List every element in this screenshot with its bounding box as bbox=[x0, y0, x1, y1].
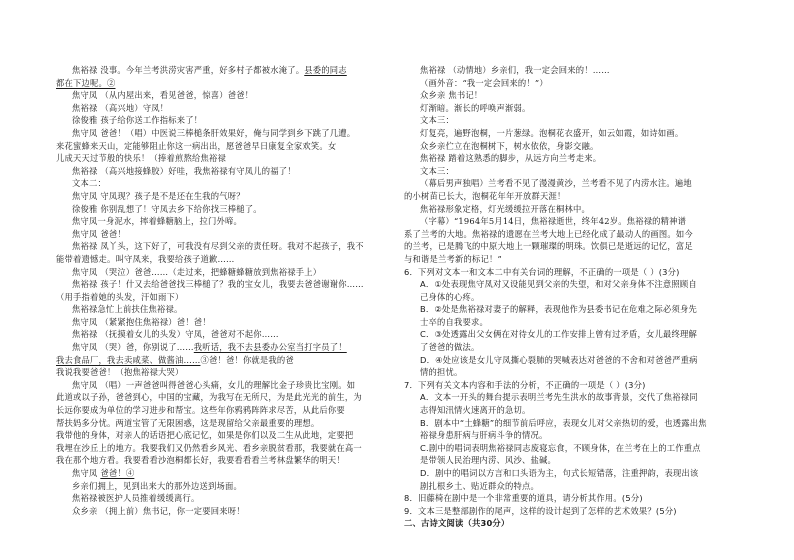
line-text: 我带他的身体，对亲人的话语把心底记忆，如果是你们以及二生从此地，定要把 bbox=[56, 430, 354, 441]
right-text-line bbox=[404, 102, 754, 115]
left-text-line bbox=[56, 89, 408, 102]
right-text-line bbox=[404, 442, 754, 455]
left-column bbox=[56, 64, 408, 517]
left-text-line bbox=[56, 316, 408, 329]
line-text: C.剧中的唱词表明焦裕禄同志废寝忘食，不顾身体，在兰考在上的工作重点 bbox=[420, 442, 701, 453]
right-text-line bbox=[404, 467, 754, 480]
line-text: 焦裕禄 （动情地）乡亲们，我一定会回来的！…… bbox=[420, 65, 610, 75]
line-text: 的小树苗已长大，泡桐花年年开放群天涯！ bbox=[404, 190, 566, 201]
line-text: A．①处表现焦守凤对又设能见到父亲的失望，和对父亲身体不注意照顾自 bbox=[420, 279, 697, 290]
line-text: 焦裕禄 没事。今年兰考洪涝灾害严重，好多村子都被水淹了。 bbox=[72, 65, 305, 75]
line-text: 二、古诗文阅读（共30分） bbox=[404, 518, 510, 529]
left-text-line bbox=[56, 253, 408, 266]
left-text-line bbox=[56, 454, 408, 467]
left-text-line bbox=[56, 291, 408, 304]
line-text: C．③处透露出父女俩在对待女儿的工作安排上曾有过矛盾，女儿最终理解 bbox=[420, 329, 698, 340]
line-text: 徐俊雅 你别乱想了！守凤去乡下给你找三棒槌了。 bbox=[72, 203, 262, 214]
line-text: 7．下列有关文本内容和手法的分析，不正确的一项是（ ）(3分) bbox=[404, 379, 646, 390]
left-text-line bbox=[56, 354, 408, 367]
underlined-text: 我去食品厂，我去卖咸菜、做酱油…… bbox=[56, 354, 201, 365]
right-column bbox=[404, 64, 754, 530]
right-text-line bbox=[404, 140, 754, 153]
line-text: 焦裕禄 踏着这熟悉的脚步，从远方向兰考走来。 bbox=[420, 153, 602, 164]
right-text-line bbox=[404, 316, 754, 329]
left-text-line bbox=[56, 492, 408, 505]
line-text: 与和谐是兰考新的标记！” bbox=[404, 253, 502, 264]
line-text: 焦裕禄形象定格，灯光缓缓拉开落在桐林中。 bbox=[420, 203, 590, 214]
left-text-line bbox=[56, 203, 408, 216]
line-text: 儿成天天过节般的快乐！（捧着煎熬给焦裕禄 bbox=[56, 153, 226, 164]
line-text: 焦裕禄 （高兴地）守凤！ bbox=[72, 102, 169, 113]
line-text: 裕禄身患肝病与肝病斗争的情况。 bbox=[420, 430, 548, 441]
line-text: 了爸爸的做法。 bbox=[420, 342, 480, 353]
line-text: 徐俊雅 孩子给你送工作指标来了！ bbox=[72, 115, 203, 126]
right-text-line bbox=[404, 215, 754, 228]
left-text-line bbox=[56, 366, 408, 379]
right-text-line bbox=[404, 64, 754, 77]
left-text-line bbox=[56, 77, 408, 90]
line-text: 士卒的自我要求。 bbox=[420, 316, 488, 327]
right-text-line bbox=[404, 328, 754, 341]
line-text: D．剧中的唱词以方言和口头语为主，句式长短错落，注重押韵，表现出该 bbox=[420, 468, 699, 478]
left-text-line bbox=[56, 102, 408, 115]
line-text: 是带领人民治理内涝、风沙、盐碱。 bbox=[420, 455, 556, 466]
line-text: 焦裕禄 凤丫头，这下好了，可我没有尽到父亲的责任呀。我对不起孩子，我不 bbox=[72, 241, 364, 252]
line-text: 系了兰考的大地。焦裕禄的遗愿在兰考大地上已经化成了最动人的画图。如今 bbox=[404, 228, 693, 239]
line-text: 焦守凤 （紧紧抱住焦裕禄）爸！爸！ bbox=[72, 316, 211, 327]
right-text-line bbox=[404, 341, 754, 354]
line-text: A．文本一开头的舞台提示表明兰考先生洪水的故事背景，交代了焦裕禄同 bbox=[420, 392, 698, 403]
line-text: 6．下列对文本一和文本二中有关台词的理解，不正确的一项是（ ）(3分) bbox=[404, 266, 680, 277]
right-text-line bbox=[404, 240, 754, 253]
line-text: 焦守凤 bbox=[72, 468, 101, 478]
line-text: B．剧本中“土蜂糖”的细节前后呼应，表现女儿对父亲热切的爱，也透露出焦 bbox=[420, 417, 707, 428]
left-text-line bbox=[56, 64, 408, 77]
line-text: 焦裕禄 （高兴地接蜂胶）好哇，我焦裕禄有守凤儿的福了！ bbox=[72, 165, 296, 176]
line-text: 志得知汛情火速离开的急切。 bbox=[420, 405, 531, 416]
line-text: 焦裕禄 （抚摸着女儿的头发）守凤，爸爸对不起你…… bbox=[72, 329, 279, 340]
line-text: B．②处是焦裕禄对妻子的解释，表现他作为县委书记在危难之际必须身先 bbox=[420, 304, 697, 315]
left-text-line bbox=[56, 114, 408, 127]
left-text-line bbox=[56, 140, 408, 153]
line-text: 长远你要成为单位的学习进步和帮宝。这些年你鸦鸦阵阵求尽苦，从此后你要 bbox=[56, 405, 345, 416]
line-text: D．④处应该是女儿守凤撕心裂肺的哭喊表达对爸爸的不舍和对爸爸严重病 bbox=[420, 354, 698, 365]
line-text: 帮扶妈多分忧。两道宝管了无限困惑，这是现留给父亲最重要的理想。 bbox=[56, 417, 320, 428]
right-text-line bbox=[404, 417, 754, 430]
line-text: 9．文本三是整部剧作的尾声，这样的设计起到了怎样的艺术效果？(5分) bbox=[404, 505, 677, 516]
left-text-line bbox=[56, 240, 408, 253]
line-text: 文本三： bbox=[420, 115, 454, 126]
right-text-line bbox=[404, 278, 754, 291]
line-text: 焦裕禄急忙上前扶住焦裕禄。 bbox=[72, 304, 183, 315]
left-text-line bbox=[56, 228, 408, 241]
line-text: 灯渐暗。渐长的呼唤声渐弱。 bbox=[420, 102, 531, 113]
underlined-text: 爸爸！④ bbox=[100, 468, 135, 478]
right-text-line bbox=[404, 165, 754, 178]
line-text: 焦守凤一身泥水，摔着蜂糖脑上，拉门外啼。 bbox=[72, 216, 242, 227]
right-text-line bbox=[404, 127, 754, 140]
right-text-line bbox=[404, 366, 754, 379]
line-text: 焦守凤 （哭）爸，你别说了…… bbox=[72, 342, 194, 353]
line-text: 情的担忧。 bbox=[420, 367, 463, 378]
right-text-line bbox=[404, 228, 754, 241]
line-text: 来花蜜蜂来天山，定能够阻止你这一病出出，愿爸爸早日康复全家欢笑。女 bbox=[56, 140, 337, 151]
right-text-line bbox=[404, 404, 754, 417]
line-text: 剧扎根乡土、贴近群众的特点。 bbox=[420, 480, 539, 491]
line-text: （用手指着她的头发，汗如雨下） bbox=[56, 291, 184, 302]
right-text-line bbox=[404, 203, 754, 216]
right-text-line bbox=[404, 454, 754, 467]
left-text-line bbox=[56, 190, 408, 203]
right-text-line bbox=[404, 492, 754, 505]
right-text-line bbox=[404, 253, 754, 266]
line-text: 乡亲们拥上，见到出来大的那外边送到场面。 bbox=[72, 480, 242, 491]
line-text: 众乡亲 焦书记！ bbox=[420, 90, 483, 101]
line-text: （画外音：“我一定会回来的！”） bbox=[420, 77, 548, 88]
line-text: 文本二： bbox=[72, 178, 106, 189]
left-text-line bbox=[56, 328, 408, 341]
left-text-line bbox=[56, 391, 408, 404]
line-text: 焦守凤 （唱）一声爸爸叫得爸爸心头痛，女儿的理解比金子珍贵比宝刚。如 bbox=[72, 379, 356, 390]
right-text-line bbox=[404, 190, 754, 203]
right-text-line bbox=[404, 429, 754, 442]
left-text-line bbox=[56, 505, 408, 518]
right-text-line bbox=[404, 391, 754, 404]
underlined-text: 县委的同志 bbox=[304, 65, 347, 75]
left-text-line bbox=[56, 278, 408, 291]
line-text: 己身体的心疼。 bbox=[420, 291, 480, 302]
right-text-line bbox=[404, 517, 754, 530]
line-text-tail: ③爸！爸！你就是我的爸 bbox=[200, 354, 294, 365]
right-text-line bbox=[404, 266, 754, 279]
right-text-line bbox=[404, 379, 754, 392]
left-text-line bbox=[56, 127, 408, 140]
left-text-line bbox=[56, 215, 408, 228]
right-text-line bbox=[404, 152, 754, 165]
left-text-line bbox=[56, 404, 408, 417]
right-text-line bbox=[404, 114, 754, 127]
left-text-line bbox=[56, 467, 408, 480]
underlined-text: 我听话，我不去县委办公室当打字员了！ bbox=[193, 342, 347, 353]
right-text-line bbox=[404, 354, 754, 367]
right-text-line bbox=[404, 177, 754, 190]
left-text-line bbox=[56, 379, 408, 392]
line-text: 焦守凤 （哭泣）爸爸……（走过来，把蜂糖蜂糖放到焦裕禄手上） bbox=[72, 266, 322, 277]
right-text-line bbox=[404, 303, 754, 316]
left-text-line bbox=[56, 177, 408, 190]
right-text-line bbox=[404, 89, 754, 102]
left-text-line bbox=[56, 480, 408, 493]
left-text-line bbox=[56, 152, 408, 165]
line-text: 焦守凤 爸爸！ bbox=[72, 228, 126, 239]
line-text: 文本三： bbox=[420, 165, 454, 176]
right-text-line bbox=[404, 77, 754, 90]
right-text-line bbox=[404, 505, 754, 518]
line-text: （幕后男声独唱）兰考看不见了漫漫黄沙，兰考看不见了内涝水注。遍地 bbox=[420, 178, 692, 189]
line-text: 众乡亲伫立在泡桐树下，树水依依，身影交融。 bbox=[420, 140, 599, 151]
right-text-line bbox=[404, 480, 754, 493]
left-text-line bbox=[56, 417, 408, 430]
line-text: 焦裕禄 孩子！什又去给爸爸找三棒槌了？我的宝女儿，我要去爸爸谢谢你…… bbox=[72, 279, 364, 290]
line-text: 我埋在沙丘上的地方。我要我们又仍然看乡风光、看乡亲脱贫看那，我要就在高一 bbox=[56, 442, 362, 453]
line-text: 灯复亮，遍野泡桐，一片葱绿。泡桐花衣盛开，如云如霞，如诗如画。 bbox=[420, 127, 684, 138]
line-text: 焦守凤 爸爸！（唱）中医说三棒槌条肝效果好，俺与同学到乡下跳了几遭。 bbox=[72, 127, 356, 138]
left-text-line bbox=[56, 429, 408, 442]
line-text: 我在那个地方看。我要看看沙泡桐都长好，我要看看看兰考林盘繁华的明天！ bbox=[56, 455, 345, 466]
left-text-line bbox=[56, 165, 408, 178]
line-text: （字幕）“1964年5月14日，焦裕禄逝世，终年42岁。焦裕禄的精神谱 bbox=[420, 216, 687, 227]
left-text-line bbox=[56, 442, 408, 455]
line-text: 众乡亲 （拥上前）焦书记，你一定要回来呀！ bbox=[72, 505, 245, 516]
underlined-text: 都在下边呢。② bbox=[56, 77, 116, 88]
line-text: 能带着遗憾走。叫守凤来，我要给孩子道歉…… bbox=[56, 253, 235, 264]
line-text: 焦守凤 （从内屋出来，看见爸爸，惊喜）爸爸！ bbox=[72, 90, 254, 101]
line-text: 8．旧藤椅在剧中是一个非常重要的道具，请分析其作用。(5分) bbox=[404, 493, 643, 504]
line-text: 的兰考，已是腾飞的中原大地上一颗璀璨的明珠。饮俱已是逝远的记忆，富足 bbox=[404, 241, 693, 252]
line-text: 焦裕禄被医护人员推着缓缓离行。 bbox=[72, 493, 200, 504]
left-text-line bbox=[56, 266, 408, 279]
left-text-line bbox=[56, 341, 408, 354]
line-text: 焦守凤 守凤现？孩子是不是还在生我的气呀？ bbox=[72, 190, 245, 201]
left-text-line bbox=[56, 303, 408, 316]
right-text-line bbox=[404, 291, 754, 304]
line-text: 此道或以子孙，爸爸到心，中国的宝藏，为我写在无所尺，为是此光光的前生，为 bbox=[56, 392, 362, 403]
line-text: 我说我要爸爸！（抱焦裕禄大哭） bbox=[56, 367, 184, 378]
